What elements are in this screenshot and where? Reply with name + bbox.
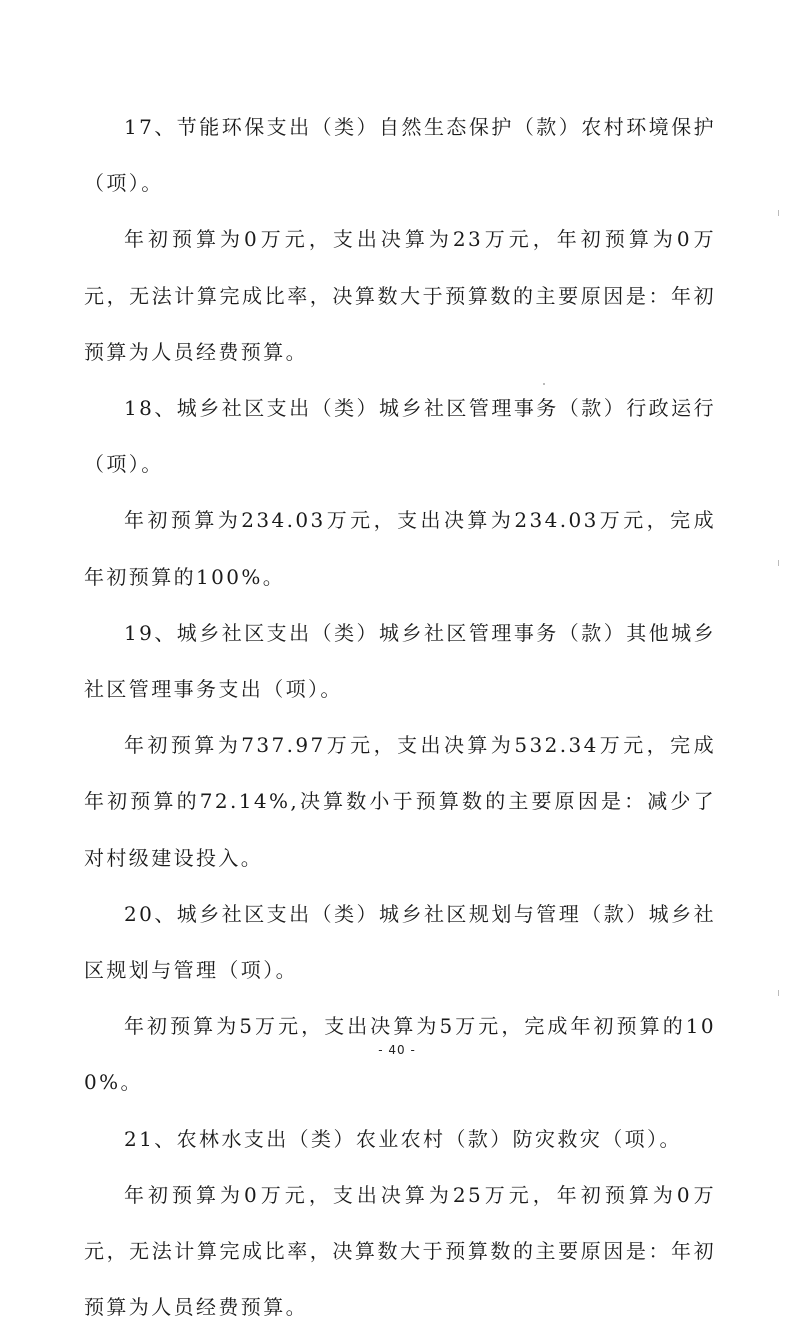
section-text-21: 年初预算为0万元，支出决算为25万元，年初预算为0万元，无法计算完成比率，决算数大于预算数的主要原因是：年初预算为人员经费预算。 bbox=[84, 1182, 716, 1320]
scan-dot bbox=[543, 383, 545, 385]
section-heading-17: 17、节能环保支出（类）自然生态保护（款）农村环境保护（项）。 bbox=[84, 115, 716, 196]
section-text-17: 年初预算为0万元，支出决算为23万元，年初预算为0万元，无法计算完成比率，决算数大于预算数的主要原因是：年初预算为人员经费预算。 bbox=[84, 227, 716, 364]
section-text-18: 年初预算为234.03万元，支出决算为234.03万元，完成年初预算的100%。 bbox=[84, 508, 716, 589]
section-heading-19: 19、城乡社区支出（类）城乡社区管理事务（款）其他城乡社区管理事务支出（项）。 bbox=[84, 620, 716, 702]
section-heading-18: 18、城乡社区支出（类）城乡社区管理事务（款）行政运行（项）。 bbox=[84, 396, 716, 477]
page-number: - 40 - bbox=[378, 1043, 416, 1057]
scan-edge-mark bbox=[778, 560, 779, 566]
section-heading-20: 20、城乡社区支出（类）城乡社区规划与管理（款）城乡社区规划与管理（项）。 bbox=[84, 901, 716, 983]
scan-edge-mark bbox=[778, 210, 779, 216]
section-heading-21: 21、农林水支出（类）农业农村（款）防灾救灾（项）。 bbox=[124, 1126, 682, 1151]
section-text-20: 年初预算为5万元，支出决算为5万元，完成年初预算的100%。 bbox=[84, 1014, 716, 1095]
document-body bbox=[84, 99, 716, 1335]
scan-edge-mark bbox=[778, 990, 779, 996]
section-text-19: 年初预算为737.97万元，支出决算为532.34万元，完成年初预算的72.14%,决算数小于预算数的主要原因是：减少了对村级建设投入。 bbox=[84, 733, 716, 870]
